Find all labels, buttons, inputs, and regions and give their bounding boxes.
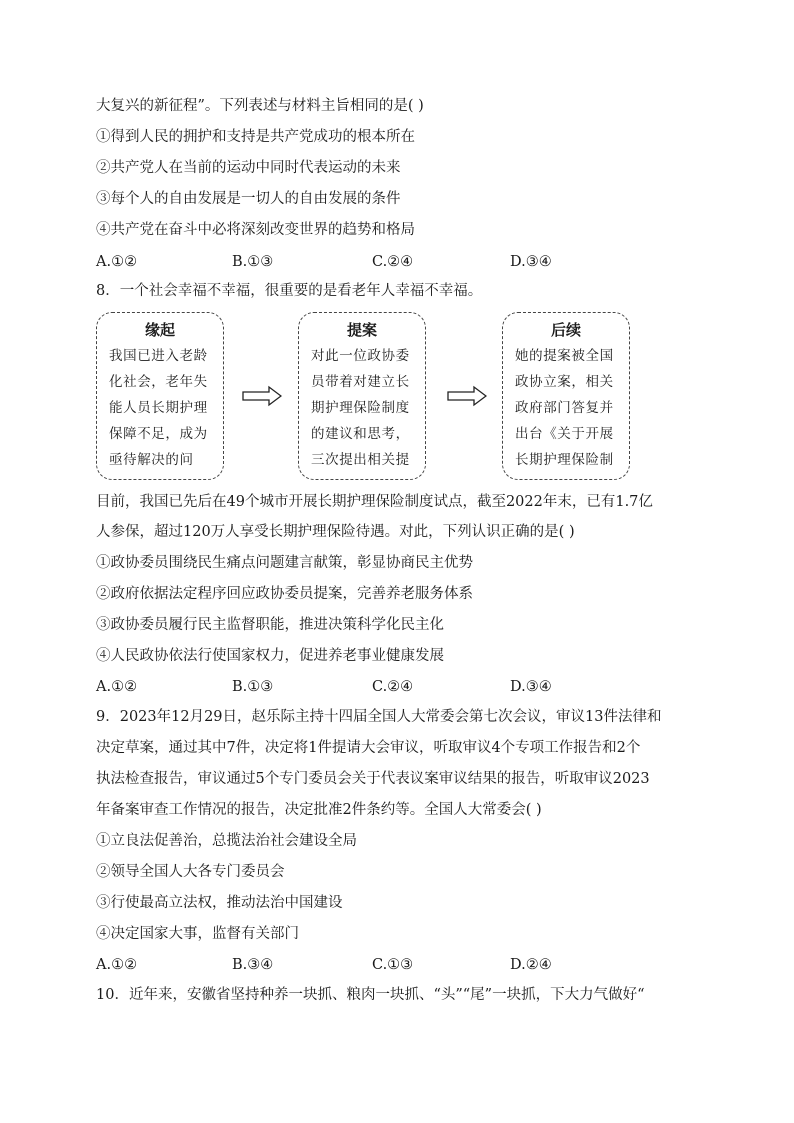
flow-box-text: 她的提案被全国政协立案，相关政府部门答复并出台《关于开展长期护理保险制 — [515, 348, 614, 468]
flow-box-title: 缘起 — [144, 321, 175, 339]
statement-1: ①立良法促善治，总揽法治社会建设全局 — [96, 833, 357, 849]
flow-box-text: 对此一位政协委员带着对建立长期护理保险制度的建议和思考，三次提出相关提 — [311, 348, 410, 468]
choice-b: B.③④ — [232, 957, 274, 973]
flow-box-title: 提案 — [346, 321, 377, 339]
choice-d: D.③④ — [510, 254, 552, 270]
statement-4: ④共产党在奋斗中必将深刻改变世界的趋势和格局 — [96, 222, 415, 238]
choice-d: D.②④ — [510, 957, 552, 973]
question-10-stem: 10．近年来，安徽省坚持种养一块抓、粮肉一块抓、“头”“尾”一块抓，下大力气做好“ — [96, 987, 645, 1003]
question-9-stem: 年备案审查工作情况的报告，决定批准2件条约等。全国人大常委会( ) — [96, 802, 542, 818]
statement-2: ②共产党人在当前的运动中同时代表运动的未来 — [96, 160, 401, 176]
choice-d: D.③④ — [510, 679, 552, 695]
statement-2: ②领导全国人大各专门委员会 — [96, 864, 285, 880]
statement-3: ③政协委员履行民主监督职能，推进决策科学化民主化 — [96, 617, 444, 633]
question-9-stem: 决定草案，通过其中7件，决定将1件提请大会审议，听取审议4个专项工作报告和2个 — [96, 740, 641, 756]
flow-box-text: 我国已进入老龄化社会，老年失能人员长期护理保障不足，成为亟待解决的问 — [109, 348, 208, 468]
flow-box-origin — [96, 312, 224, 480]
statement-1: ①政协委员围绕民生痛点问题建言献策，彰显协商民主优势 — [96, 555, 473, 571]
statement-1: ①得到人民的拥护和支持是共产党成功的根本所在 — [96, 129, 415, 145]
choice-b: B.①③ — [232, 679, 274, 695]
flow-box-title: 后续 — [550, 321, 581, 339]
choice-c: C.②④ — [372, 679, 414, 695]
question-8-stem: 8．一个社会幸福不幸福，很重要的是看老年人幸福不幸福。 — [96, 283, 483, 299]
statement-4: ④决定国家大事，监督有关部门 — [96, 926, 299, 942]
statement-3: ③每个人的自由发展是一切人的自由发展的条件 — [96, 191, 401, 207]
choice-a: A.①② — [96, 957, 138, 973]
choice-a: A.①② — [96, 254, 138, 270]
choice-c: C.①③ — [372, 957, 414, 973]
statement-3: ③行使最高立法权，推动法治中国建设 — [96, 895, 343, 911]
statement-2: ②政府依据法定程序回应政协委员提案，完善养老服务体系 — [96, 586, 473, 602]
flow-box-followup — [502, 312, 630, 480]
right-arrow-icon — [242, 385, 282, 407]
question-stem: 大复兴的新征程”。下列表述与材料主旨相同的是( ) — [96, 98, 424, 114]
choice-a: A.①② — [96, 679, 138, 695]
choice-c: C.②④ — [372, 254, 414, 270]
question-8-material: 目前，我国已先后在49个城市开展长期护理保险制度试点，截至2022年末，已有1.7亿 — [96, 494, 653, 510]
question-9-stem: 9．2023年12月29日，赵乐际主持十四届全国人大常委会第七次会议，审议13件法律和 — [96, 709, 662, 725]
flow-box-proposal — [298, 312, 426, 480]
question-9-stem: 执法检查报告，审议通过5个专门委员会关于代表议案审议结果的报告，听取审议2023 — [96, 771, 650, 787]
right-arrow-icon — [447, 385, 487, 407]
question-8-stem-end: 人参保，超过120万人享受长期护理保险待遇。对此，下列认识正确的是( ) — [96, 524, 575, 540]
choice-b: B.①③ — [232, 254, 274, 270]
statement-4: ④人民政协依法行使国家权力，促进养老事业健康发展 — [96, 648, 444, 664]
